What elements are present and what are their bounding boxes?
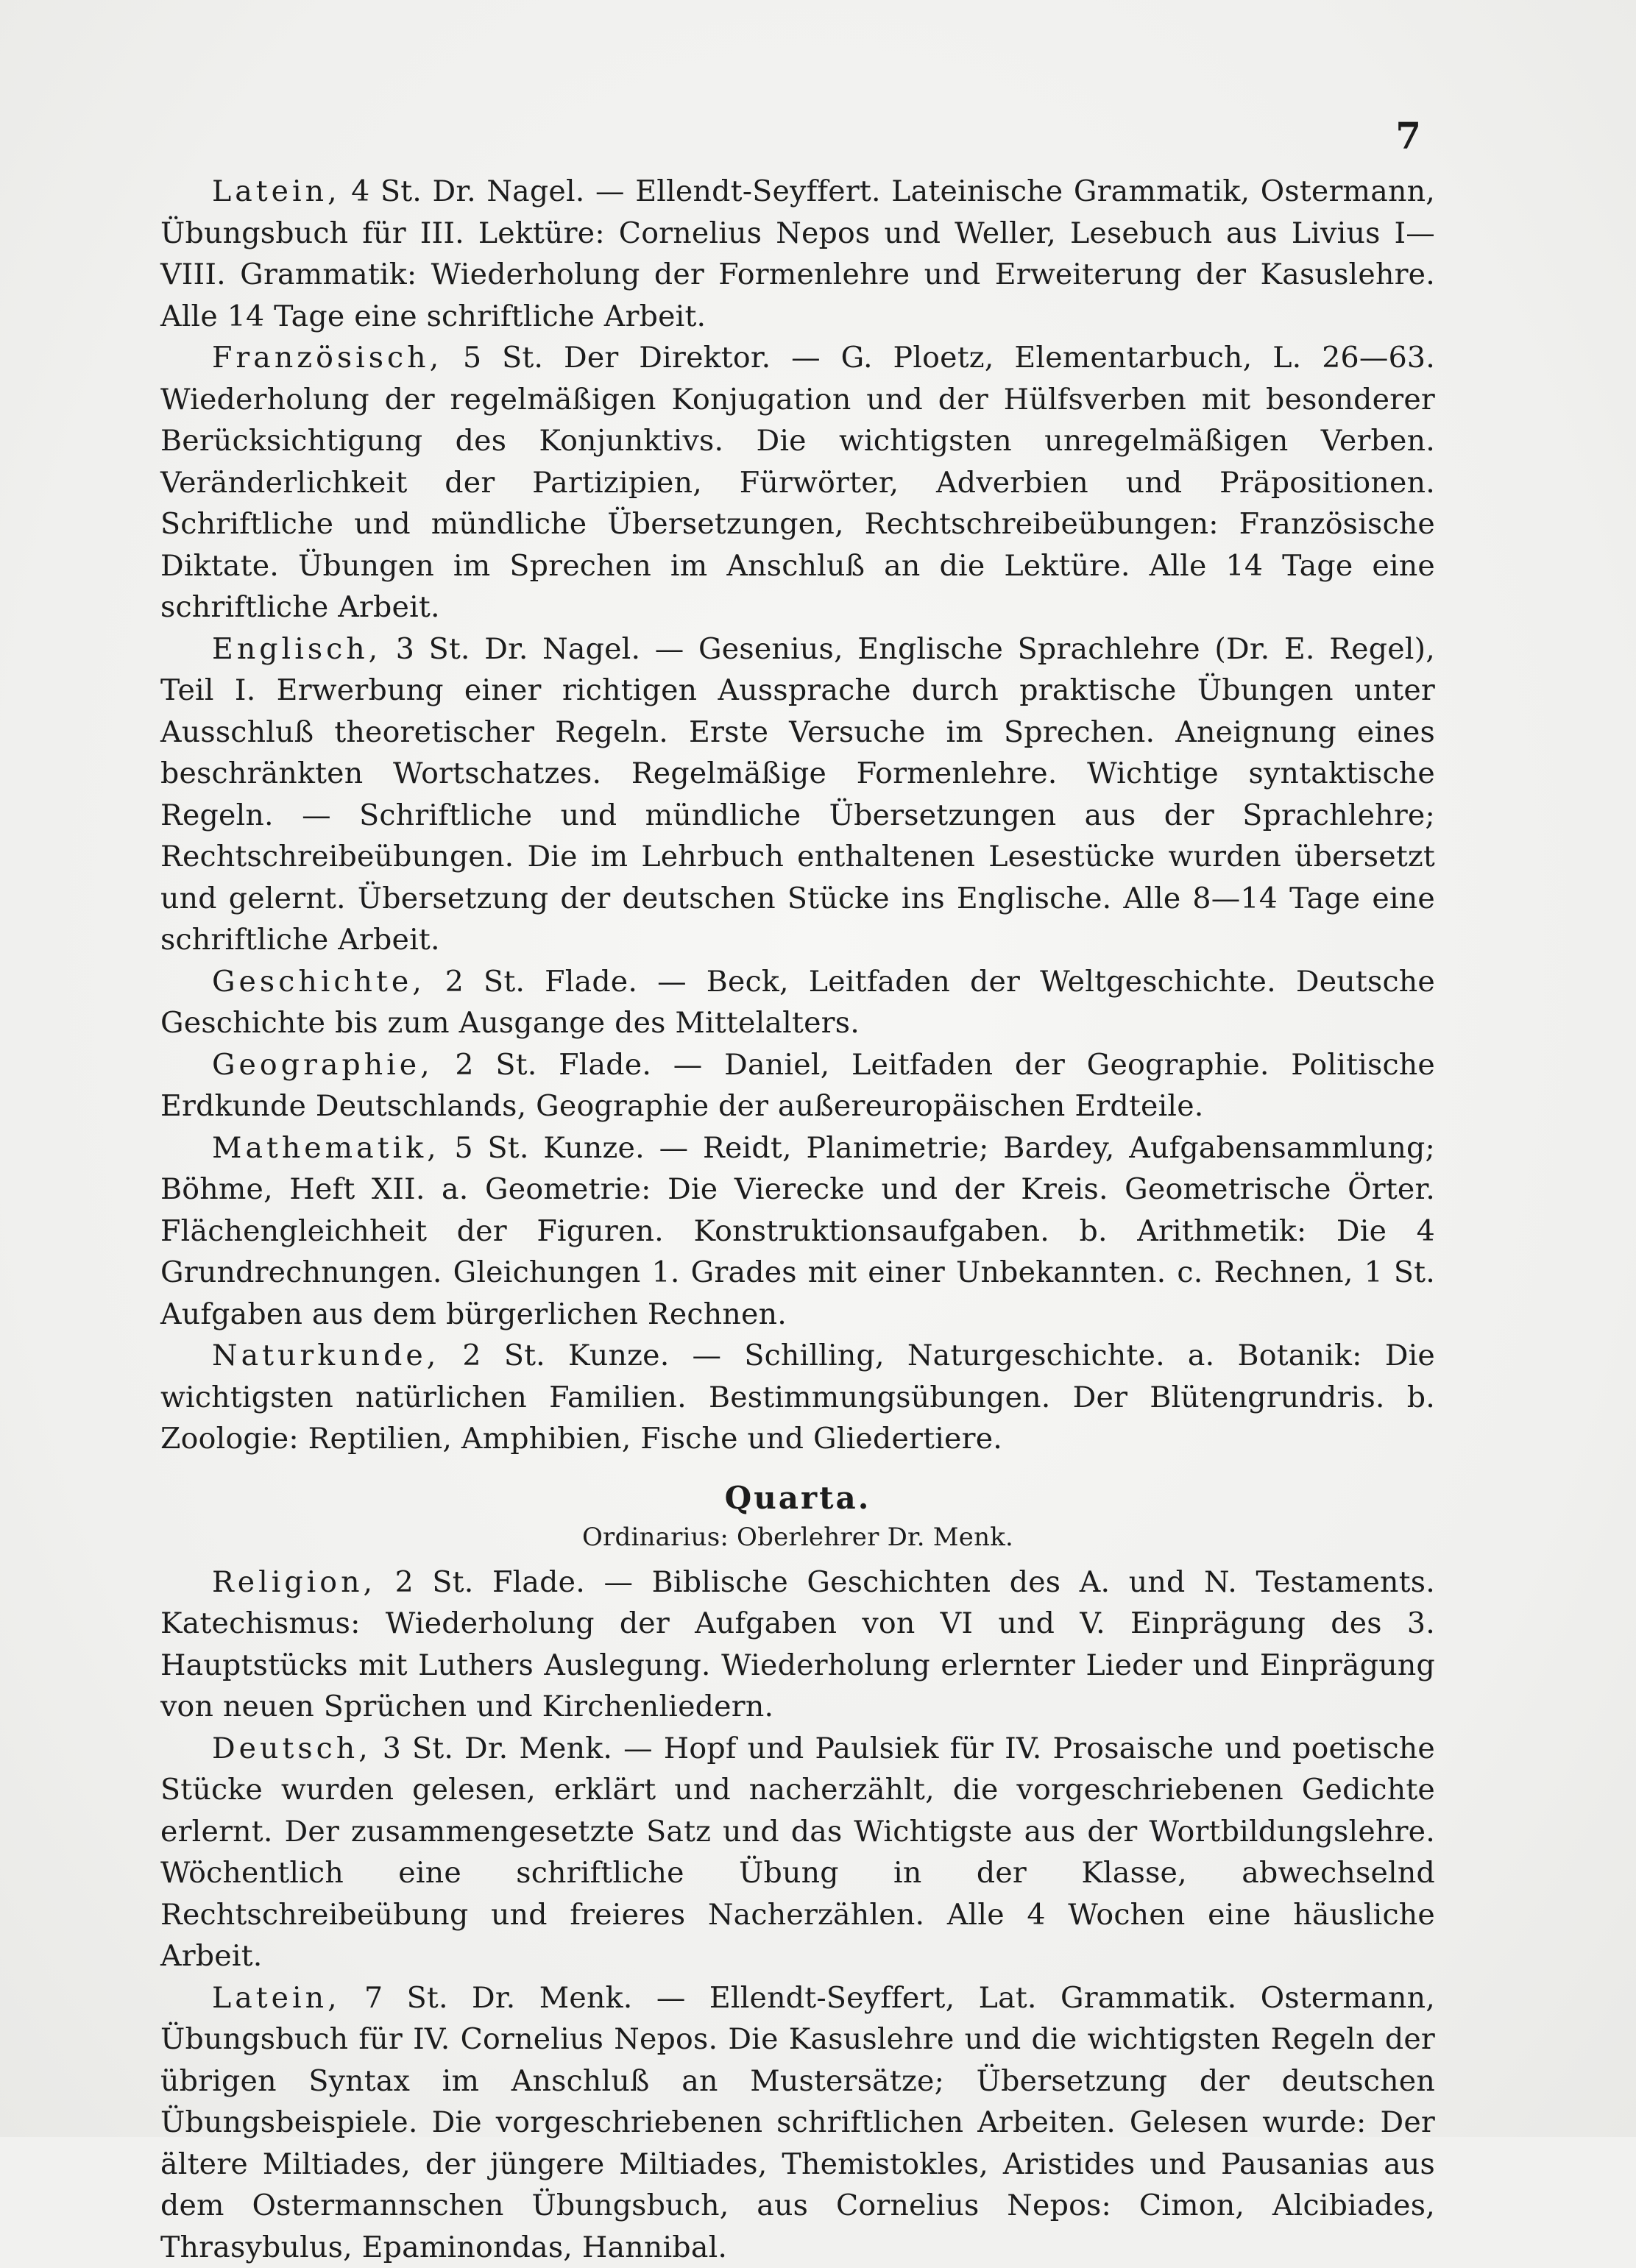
paragraph-text: 5 St. Der Direktor. — G. Ploetz, Elementarbuch, L. 26—63. Wiederholung der regelmäßigen Konjugation und der Hülfsverben mit besonderer Berücksichtigung des Konjunktivs. Die wichtigsten unregelmäßigen Verben. Veränderlichkeit der Partizipien, Fürwörter, Adverbien und Präpositionen. Schriftliche und mündliche Übersetzungen, Rechtschreibeübungen: Französische Diktate. Übungen im Sprechen im Anschluß an die Lektüre. Alle 14 Tage eine schriftliche Arbeit. <box>160 341 1435 624</box>
subject-heading: Latein, <box>212 174 341 208</box>
paragraph-text: 3 St. Dr. Menk. — Hopf und Paulsiek für IV. Prosaische und poetische Stücke wurden gelesen, erklärt und nacherzählt, die vorgeschriebenen Gedichte erlernt. Der zusammengesetzte Satz und das Wichtigste aus der Wortbildungslehre. Wöchentlich eine schriftliche Übung in der Klasse, abwechselnd Rechtschreibeübung und freieres Nacherzählen. Alle 4 Wochen eine häusliche Arbeit. <box>160 1732 1435 1974</box>
section-quarta <box>160 1476 1435 2268</box>
paragraph-text: 7 St. Dr. Menk. — Ellendt-Seyffert, Lat. Grammatik. Ostermann, Übungsbuch für IV. Cornelius Nepos. Die Kasuslehre und die wichtigsten Regeln der übrigen Syntax im Anschluß an Mustersätze; Übersetzung der deutschen Übungsbeispiele. Die vorgeschriebenen schriftlichen Arbeiten. Gelesen wurde: Der ältere Miltiades, der jüngere Miltiades, Themistokles, Aristides und Pausanias aus dem Ostermannschen Übungsbuch, aus Cornelius Nepos: Cimon, Alcibiades, Thrasybulus, Epaminondas, Hannibal. <box>160 1981 1435 2264</box>
subject-heading: Religion, <box>212 1565 376 1599</box>
section-subheading: Ordinarius: Oberlehrer Dr. Menk. <box>160 1519 1435 1556</box>
paragraph-text: 2 St. Flade. — Biblische Geschichten des A. und N. Testaments. Katechismus: Wiederholung der Aufgaben von VI und V. Einprägung des 3. Hauptstücks mit Luthers Auslegung. Wiederholung erlernter Lieder und Einprägung von neuen Sprüchen und Kirchenliedern. <box>160 1565 1435 1724</box>
paragraph-religion <box>160 1562 1435 1728</box>
subject-heading: Naturkunde, <box>212 1339 439 1372</box>
subject-heading: Französisch, <box>212 341 442 375</box>
paragraph-text: 5 St. Kunze. — Reidt, Planimetrie; Bardey, Aufgabensammlung; Böhme, Heft XII. a. Geometrie: Die Vierecke und der Kreis. Geometrische Örter. Flächengleichheit der Figuren. Konstruktionsaufgaben. b. Arithmetik: Die 4 Grundrechnungen. Gleichungen 1. Grades mit einer Unbekannten. c. Rechnen, 1 St. Aufgaben aus dem bürgerlichen Rechnen. <box>160 1131 1435 1331</box>
paragraph-text: 2 St. Flade. — Beck, Leitfaden der Weltgeschichte. Deutsche Geschichte bis zum Ausgange des Mittelalters. <box>160 965 1435 1041</box>
subject-heading: Latein, <box>212 1981 341 2015</box>
page-number: 7 <box>1395 118 1421 155</box>
paragraph-text: 4 St. Dr. Nagel. — Ellendt-Seyffert. Lateinische Grammatik, Ostermann, Übungsbuch für III. Lektüre: Cornelius Nepos und Weller, Lesebuch aus Livius I—VIII. Grammatik: Wiederholung der Formenlehre und Erweiterung der Kasuslehre. Alle 14 Tage eine schriftliche Arbeit. <box>160 174 1435 333</box>
paragraph-mathematik <box>160 1127 1435 1336</box>
paragraph-deutsch <box>160 1728 1435 1977</box>
subject-heading: Mathematik, <box>212 1131 440 1165</box>
subject-heading: Geschichte, <box>212 965 425 999</box>
paragraph-latein-tertia <box>160 171 1435 337</box>
subject-heading: Englisch, <box>212 632 381 666</box>
paragraph-naturkunde <box>160 1335 1435 1460</box>
paragraph-englisch <box>160 628 1435 961</box>
section-heading: Quarta. <box>160 1476 1435 1520</box>
paragraph-text: 3 St. Dr. Nagel. — Gesenius, Englische Sprachlehre (Dr. E. Regel), Teil I. Erwerbung einer richtigen Aussprache durch praktische Übungen unter Ausschluß theoretischer Regeln. Erste Versuche im Sprechen. Aneignung eines beschränkten Wortschatzes. Regelmäßige Formenlehre. Wichtige syntaktische Regeln. — Schriftliche und mündliche Übersetzungen aus der Sprachlehre; Rechtschreibeübungen. Die im Lehrbuch enthaltenen Lesestücke wurden übersetzt und gelernt. Übersetzung der deutschen Stücke ins Englische. Alle 8—14 Tage eine schriftliche Arbeit. <box>160 632 1435 957</box>
paragraph-geographie <box>160 1044 1435 1127</box>
subject-heading: Deutsch, <box>212 1732 372 1765</box>
paragraph-text: 2 St. Kunze. — Schilling, Naturgeschichte. a. Botanik: Die wichtigsten natürlichen Familien. Bestimmungsübungen. Der Blütengrundris. b. Zoologie: Reptilien, Amphibien, Fische und Gliedertiere. <box>160 1339 1435 1456</box>
subject-heading: Geographie, <box>212 1048 433 1082</box>
paragraph-geschichte <box>160 961 1435 1044</box>
paragraph-latein-quarta <box>160 1977 1435 2268</box>
section-tertia <box>160 171 1435 1460</box>
paragraph-franzoesisch <box>160 337 1435 628</box>
paragraph-text: 2 St. Flade. — Daniel, Leitfaden der Geographie. Politische Erdkunde Deutschlands, Geographie der außereuropäischen Erdteile. <box>160 1048 1435 1124</box>
page-content <box>160 171 1435 2268</box>
